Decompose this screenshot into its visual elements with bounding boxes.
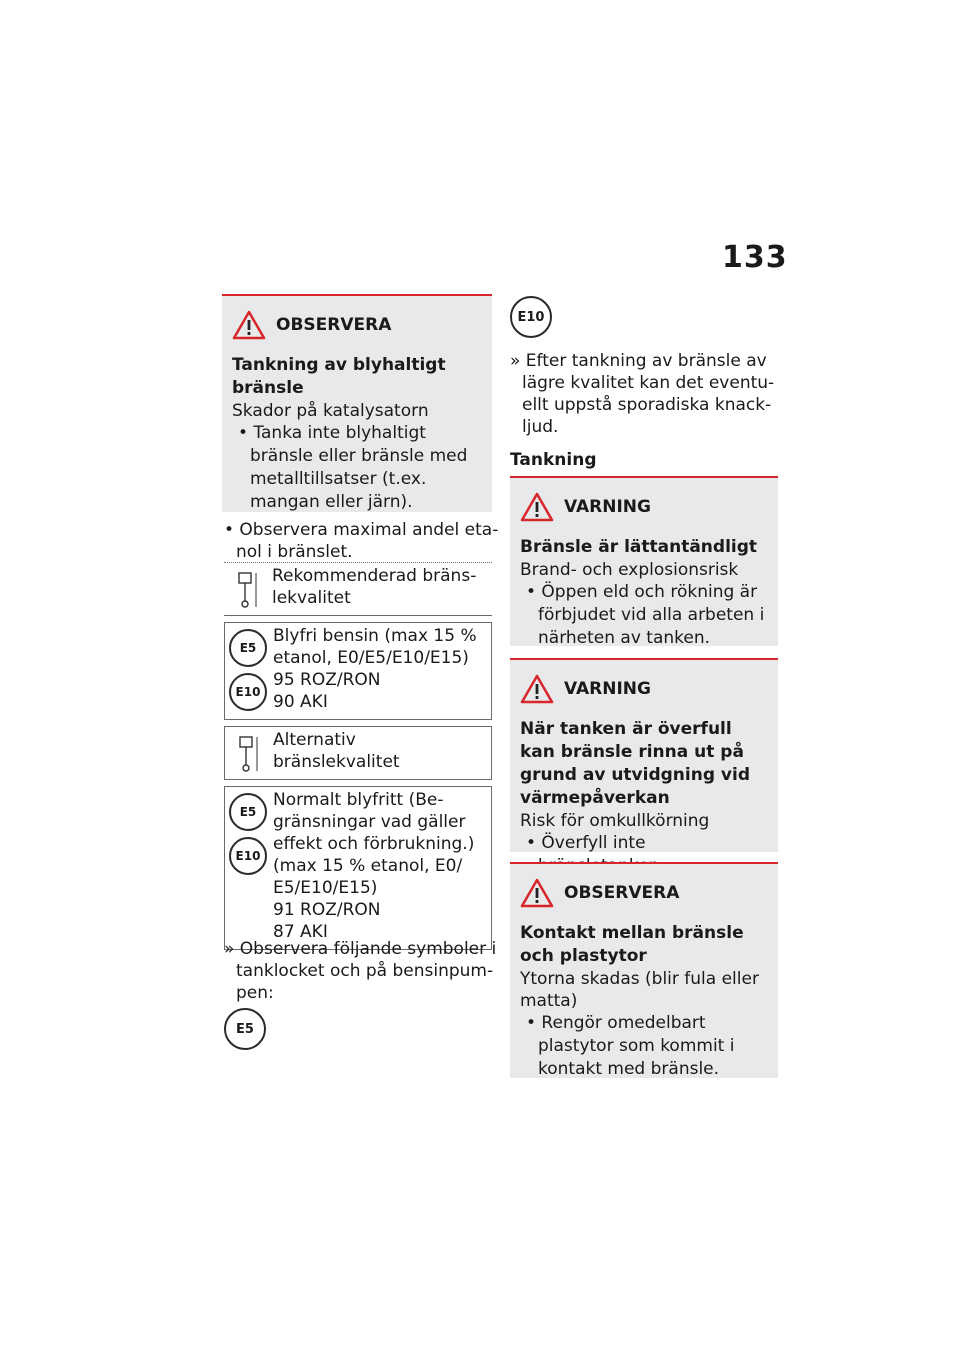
e10-label-icon: E10 xyxy=(229,673,267,711)
warning-bullet: • Öppen eld och rökning är förbjudet vid alla arbeten i närheten av tanken. xyxy=(526,582,765,648)
warning-text: Brand- och explosionsrisk xyxy=(520,560,739,580)
warning-triangle-icon xyxy=(520,878,554,908)
warning-box-1 xyxy=(510,476,778,646)
e5-label-icon: E5 xyxy=(229,793,267,831)
notice-box-right xyxy=(510,862,778,1078)
e5-label-icon: E5 xyxy=(229,629,267,667)
page-number: 133 xyxy=(722,240,788,275)
warning-triangle-icon xyxy=(232,310,266,340)
fuel-quality-table xyxy=(224,562,492,956)
warning-bullet: • Överfyll inte xyxy=(526,833,646,853)
table-row xyxy=(224,786,492,950)
symbols-note: » Observera följande symboler i tanklocket och på bensinpumpen: xyxy=(224,939,497,1003)
fuel-pump-icon xyxy=(235,733,261,773)
warning-header xyxy=(520,674,768,704)
table-header-text: Rekommenderad bränslekvalitet xyxy=(272,566,477,608)
table-header-alternative xyxy=(224,726,492,780)
fuel-pump-icon xyxy=(234,569,260,609)
section-heading: Tankning xyxy=(510,450,597,470)
notice-text: Ytorna skadas (blir fula eller matta) xyxy=(520,969,759,1011)
table-cell xyxy=(271,787,491,949)
warning-subtitle: Bränsle är lättantändligt xyxy=(520,537,758,557)
cell-line: Normalt blyfritt (Begränsningar vad gäller effekt och förbrukning.) xyxy=(273,790,475,854)
notice-bullet: • Rengör omedelbart plastytor som kommit i kontakt med bränsle. xyxy=(526,1013,735,1079)
warning-subtitle: När tanken är överfull kan bränsle rinna ut på grund av utvidgning vid värmepåverkan xyxy=(520,719,750,808)
warning-header xyxy=(520,492,768,522)
cell-line: etanol, E0/E5/E10/E15) xyxy=(273,648,469,668)
warning-text: Risk för omkullkörning xyxy=(520,811,710,831)
notice-subtitle: Tankning av blyhaltigt xyxy=(232,355,446,375)
notice-title: OBSERVERA xyxy=(564,883,680,903)
e10-symbol-icon: E10 xyxy=(510,296,552,338)
table-header-text: Alternativ bränslekvalitet xyxy=(273,730,400,772)
cell-line: E5/E10/E15) xyxy=(273,878,378,898)
cell-line: 87 AKI xyxy=(273,922,328,942)
warning-triangle-icon xyxy=(520,492,554,522)
warning-title: VARNING xyxy=(564,497,651,517)
table-header-recommended xyxy=(224,562,492,616)
e10-label-icon: E10 xyxy=(229,837,267,875)
notice-subtitle: Kontakt mellan bränsle och plastytor xyxy=(520,923,744,966)
warning-title: VARNING xyxy=(564,679,651,699)
notice-text: Skador på katalysatorn xyxy=(232,401,429,421)
notice-header xyxy=(520,878,768,908)
notice-header xyxy=(232,310,482,340)
notice-bullet: • Tanka inte blyhaltigt bränsle eller bränsle med metalltillsatser (t.ex. mangan eller järn). xyxy=(238,423,468,512)
cell-line: 91 ROZ/RON xyxy=(273,900,381,920)
warning-box-2 xyxy=(510,658,778,852)
cell-line: Blyfri bensin (max 15 % xyxy=(273,626,477,646)
notice-box-left xyxy=(222,294,492,512)
e5-symbol-icon: E5 xyxy=(224,1008,266,1050)
table-cell xyxy=(271,623,481,719)
notice-title: OBSERVERA xyxy=(276,315,392,335)
ethanol-note: • Observera maximal andel etanol i bränslet. xyxy=(224,520,499,562)
table-row xyxy=(224,622,492,720)
cell-line: (max 15 % etanol, E0/ xyxy=(273,856,463,876)
cell-line: 90 AKI xyxy=(273,692,328,712)
notice-subtitle-cont: bränsle xyxy=(232,378,304,398)
knock-note: » Efter tankning av bränsle av lägre kvalitet kan det eventuellt uppstå sporadiska knackljud. xyxy=(510,351,775,437)
cell-line: 95 ROZ/RON xyxy=(273,670,381,690)
warning-triangle-icon xyxy=(520,674,554,704)
